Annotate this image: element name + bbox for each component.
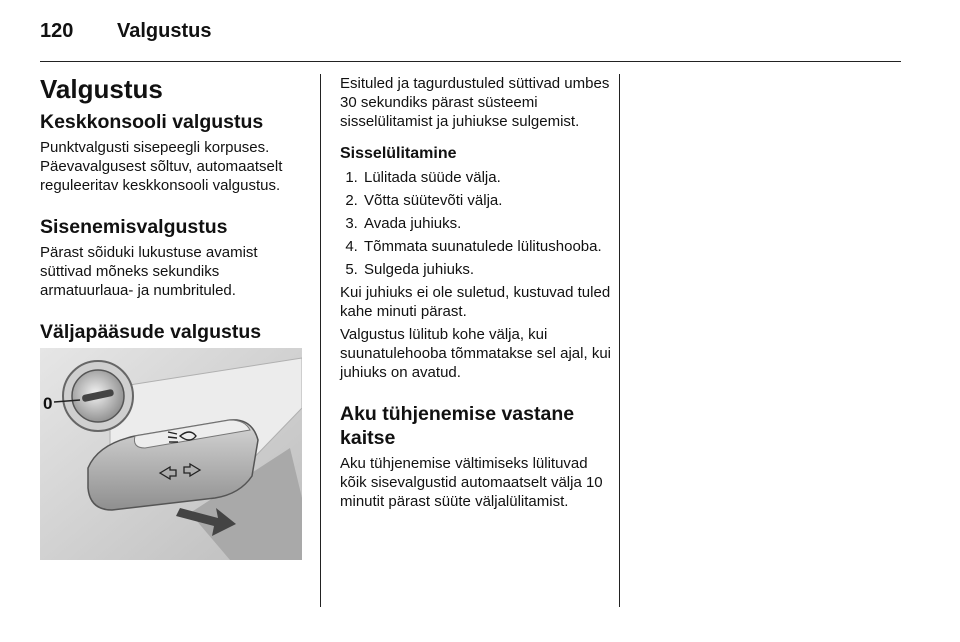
section-heading-entry-lighting: Sisenemisvalgustus bbox=[40, 216, 228, 238]
page-header-title: Valgustus bbox=[117, 20, 212, 42]
page-number: 120 bbox=[40, 20, 74, 42]
list-item: 1. Lülitada süüde välja. bbox=[362, 168, 612, 187]
section-heading-console-lighting: Keskkonsooli valgustus bbox=[40, 111, 264, 133]
right-column bbox=[340, 74, 612, 511]
door-open-note: Kui juhiuks ei ole suletud, kustuvad tuled kahe minuti pärast. bbox=[340, 284, 611, 320]
chapter-title: Valgustus bbox=[40, 74, 163, 104]
list-item: 4. Tõmmata suunatulede lülitushooba. bbox=[362, 237, 612, 256]
activation-heading: Sisselülitamine bbox=[340, 145, 457, 162]
column-divider-2 bbox=[619, 74, 620, 607]
list-item: 5. Sulgeda juhiuks. bbox=[362, 260, 612, 279]
list-item: 3. Avada juhiuks. bbox=[362, 214, 612, 233]
turn-signal-lever-illustration bbox=[40, 348, 302, 560]
section-heading-exit-lighting: Väljapääsude valgustus bbox=[40, 321, 262, 343]
list-item: 2. Võtta süütevõti välja. bbox=[362, 191, 612, 210]
header-rule bbox=[40, 61, 901, 62]
activation-steps bbox=[340, 168, 612, 279]
column-divider-1 bbox=[320, 74, 321, 607]
exit-lighting-intro: Esituled ja tagurdustuled süttivad umbes 30 sekundiks pärast süsteemi sisselülitamist ja juhiukse sulgemist. bbox=[340, 75, 610, 130]
switch-off-note: Valgustus lülitub kohe välja, kui suunatulehooba tõmmatakse sel ajal, kui juhiuks on avatud. bbox=[340, 326, 611, 381]
ignition-position-label: 0 bbox=[43, 394, 53, 413]
left-column bbox=[40, 74, 308, 344]
section-text-console-lighting: Punktvalgusti sisepeegli korpuses. Päevavalgusest sõltuv, automaatselt reguleeritav keskkonsooli valgustus. bbox=[40, 139, 283, 194]
section-heading-battery-protection: Aku tühjenemise vastane kaitse bbox=[340, 403, 575, 449]
section-text-battery-protection: Aku tühjenemise vältimiseks lülituvad kõik sisevalgustid automaatselt välja 10 minutit pärast süüte väljalülitamist. bbox=[340, 455, 603, 510]
section-text-entry-lighting: Pärast sõiduki lukustuse avamist süttivad mõneks sekundiks armatuurlaua- ja numbrituled. bbox=[40, 244, 258, 299]
